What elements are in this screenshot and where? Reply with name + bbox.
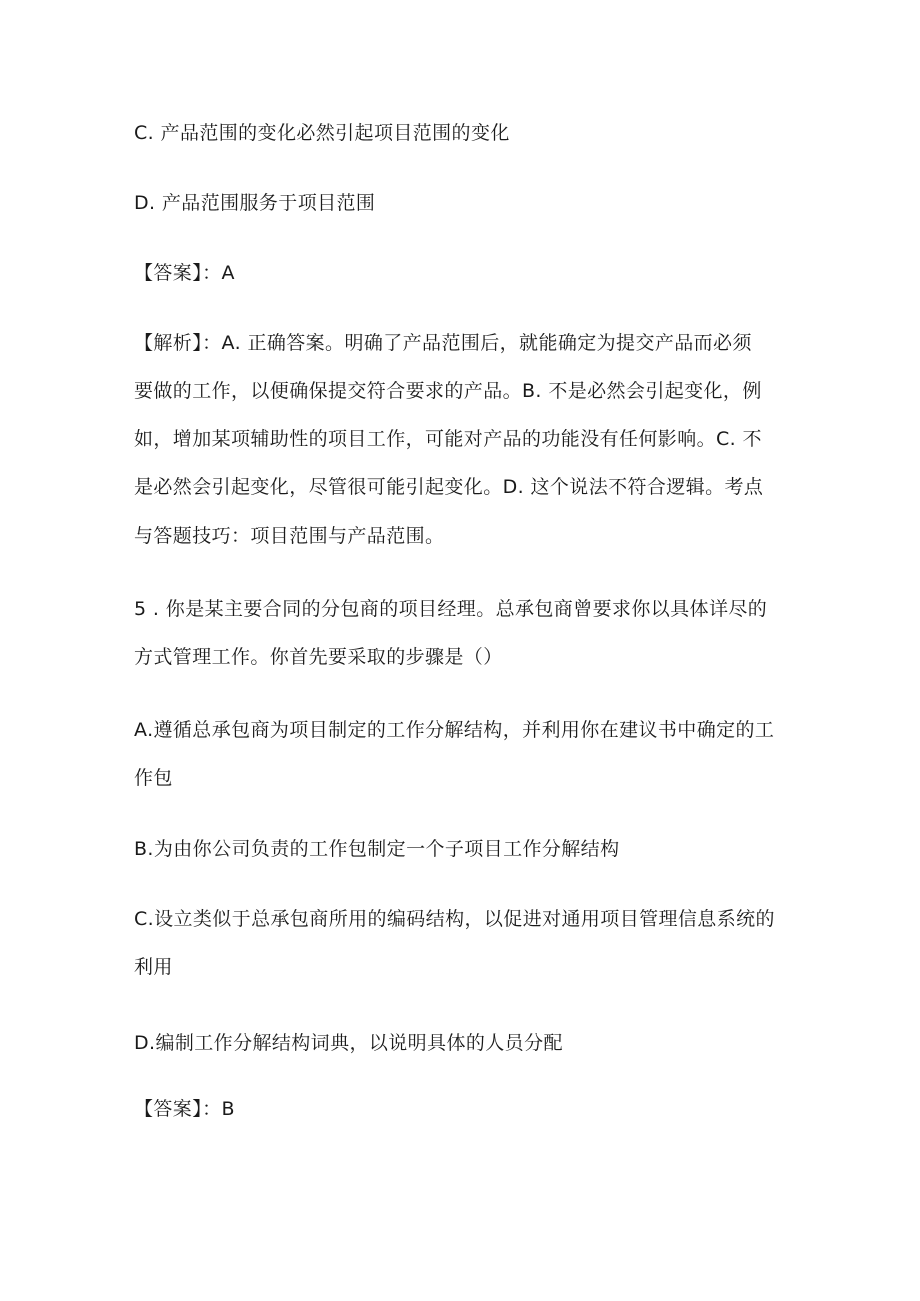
q5-option-a-line: A.遵循总承包商为项目制定的工作分解结构，并利用你在建议书中确定的工 — [134, 719, 775, 741]
q5-option-c-line: C.设立类似于总承包商所用的编码结构，以促进对通用项目管理信息系统的 — [134, 908, 775, 930]
q5-option-c-line: 利用 — [134, 956, 173, 978]
analysis-line: 与答题技巧：项目范围与产品范围。 — [134, 525, 445, 547]
analysis-line: 如，增加某项辅助性的项目工作，可能对产品的功能没有任何影响。C. 不 — [134, 428, 762, 450]
analysis-line: 【解析】：A. 正确答案。明确了产品范围后，就能确定为提交产品而必须 — [134, 332, 752, 354]
question-5-line: 方式管理工作。你首先要采取的步骤是（） — [134, 646, 503, 668]
option-c-prev: C. 产品范围的变化必然引起项目范围的变化 — [134, 122, 510, 144]
analysis-line: 要做的工作，以便确保提交符合要求的产品。B. 不是必然会引起变化，例 — [134, 380, 762, 402]
analysis-line: 是必然会引起变化，尽管很可能引起变化。D. 这个说法不符合逻辑。考点 — [134, 476, 764, 498]
q5-option-a-line: 作包 — [134, 767, 173, 789]
option-d-prev: D. 产品范围服务于项目范围 — [134, 192, 376, 214]
answer-q5: 【答案】：B — [134, 1098, 235, 1120]
q5-option-b: B.为由你公司负责的工作包制定一个子项目工作分解结构 — [134, 838, 620, 860]
question-5-line: 5 . 你是某主要合同的分包商的项目经理。总承包商曾要求你以具体详尽的 — [134, 598, 768, 620]
q5-option-d: D.编制工作分解结构词典，以说明具体的人员分配 — [134, 1032, 563, 1054]
answer-prev: 【答案】：A — [134, 262, 235, 284]
